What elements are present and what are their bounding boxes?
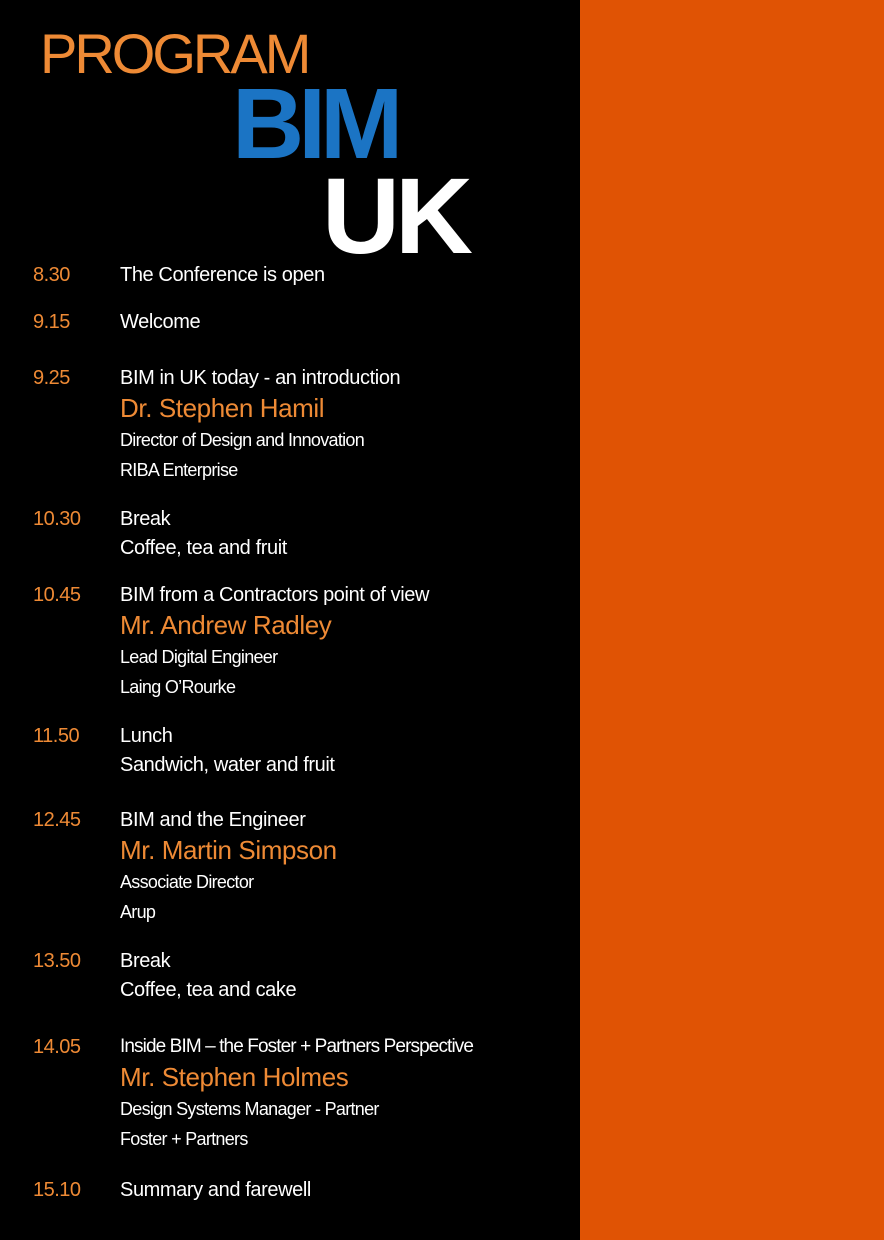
speaker-name: Mr. Martin Simpson: [120, 835, 337, 865]
schedule-time: 13.50: [33, 950, 81, 972]
speaker-name: Mr. Andrew Radley: [120, 610, 332, 640]
speaker-role: Design Systems Manager - Partner: [120, 1099, 379, 1119]
schedule-time: 14.05: [33, 1036, 81, 1058]
speaker-name: Dr. Stephen Hamil: [120, 393, 325, 423]
orange-side-panel: [580, 0, 884, 1240]
schedule-subtitle: Coffee, tea and fruit: [120, 537, 287, 559]
speaker-role: Associate Director: [120, 872, 254, 892]
schedule-title: Break: [120, 508, 171, 530]
schedule-time: 9.25: [33, 367, 70, 389]
speaker-organisation: Arup: [120, 902, 156, 922]
schedule-subtitle: Sandwich, water and fruit: [120, 754, 335, 776]
schedule-time: 15.10: [33, 1179, 81, 1201]
schedule-title: BIM in UK today - an introduction: [120, 367, 401, 389]
speaker-role: Lead Digital Engineer: [120, 647, 278, 667]
schedule-time: 8.30: [33, 264, 70, 286]
schedule-time: 9.15: [33, 311, 70, 333]
speaker-name: Mr. Stephen Holmes: [120, 1062, 349, 1092]
bim-heading: BIM: [232, 68, 398, 180]
uk-heading: UK: [322, 155, 468, 276]
speaker-organisation: Foster + Partners: [120, 1129, 248, 1149]
schedule-title: Inside BIM – the Foster + Partners Perspective: [120, 1036, 474, 1057]
schedule-title: Welcome: [120, 311, 201, 333]
schedule-title: BIM and the Engineer: [120, 809, 306, 831]
schedule-title: Break: [120, 950, 171, 972]
program-heading: PROGRAM: [40, 22, 309, 85]
schedule-subtitle: Coffee, tea and cake: [120, 979, 297, 1001]
schedule-title: Lunch: [120, 725, 173, 747]
speaker-organisation: Laing O’Rourke: [120, 677, 236, 697]
schedule-time: 12.45: [33, 809, 81, 831]
schedule-title: The Conference is open: [120, 264, 325, 286]
schedule-time: 10.45: [33, 584, 81, 606]
schedule-title: BIM from a Contractors point of view: [120, 584, 430, 606]
schedule-time: 10.30: [33, 508, 81, 530]
speaker-organisation: RIBA Enterprise: [120, 460, 238, 480]
schedule-title: Summary and farewell: [120, 1179, 311, 1201]
speaker-role: Director of Design and Innovation: [120, 430, 365, 450]
schedule-time: 11.50: [33, 725, 80, 747]
